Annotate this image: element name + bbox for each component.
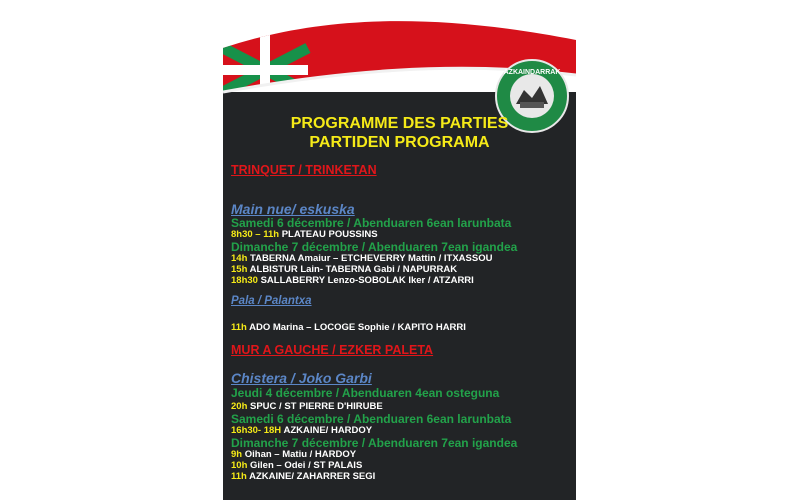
date-dimanche-7: Dimanche 7 décembre / Abenduaren 7ean igandea	[231, 436, 518, 450]
date-jeudi-4: Jeudi 4 décembre / Abenduaren 4ean osteguna	[231, 386, 500, 400]
match-entry: 20h SPUC / ST PIERRE D'HIRUBE	[231, 401, 383, 412]
match-entry: 18h30 SALLABERRY Lenzo-SOBOLAK Iker / ATZARRI	[231, 275, 474, 286]
subsection-chistera: Chistera / Joko Garbi	[231, 370, 372, 386]
match-entry: 16h30- 18H AZKAINE/ HARDOY	[231, 425, 373, 436]
match-entry: 11h ADO Marina – LOCOGE Sophie / KAPITO HARRI	[231, 322, 466, 333]
section-trinquet: TRINQUET / TRINKETAN	[231, 163, 377, 177]
poster-title-eu: PARTIDEN PROGRAMA	[309, 134, 490, 151]
match-entry: 15h ALBISTUR Lain- TABERNA Gabi / NAPURRAK	[231, 264, 458, 275]
match-entry: 8h30 – 11h PLATEAU POUSSINS	[231, 229, 378, 240]
poster-title-fr: PROGRAMME DES PARTIES	[290, 115, 509, 132]
subsection-pala: Pala / Palantxa	[231, 295, 312, 307]
match-entry: 14h TABERNA Amaiur – ETCHEVERRY Mattin / ITXASSOU	[231, 253, 493, 264]
date-samedi-6: Samedi 6 décembre / Abenduaren 6ean larunbata	[231, 216, 512, 230]
logo-text: AZKAINDARRAK	[503, 69, 561, 76]
date-dimanche-7: Dimanche 7 décembre / Abenduaren 7ean igandea	[231, 240, 518, 254]
match-entry: 9h Oihan – Matiu / HARDOY	[231, 449, 357, 460]
match-entry: 10h Gilen – Odei / ST PALAIS	[231, 460, 363, 471]
subsection-main-nue: Main nue/ eskuska	[231, 201, 355, 217]
section-mur-a-gauche: MUR A GAUCHE / EZKER PALETA	[231, 343, 434, 357]
date-samedi-6: Samedi 6 décembre / Abenduaren 6ean larunbata	[231, 412, 512, 426]
match-entry: 11h AZKAINE/ ZAHARRER SEGI	[231, 471, 376, 482]
